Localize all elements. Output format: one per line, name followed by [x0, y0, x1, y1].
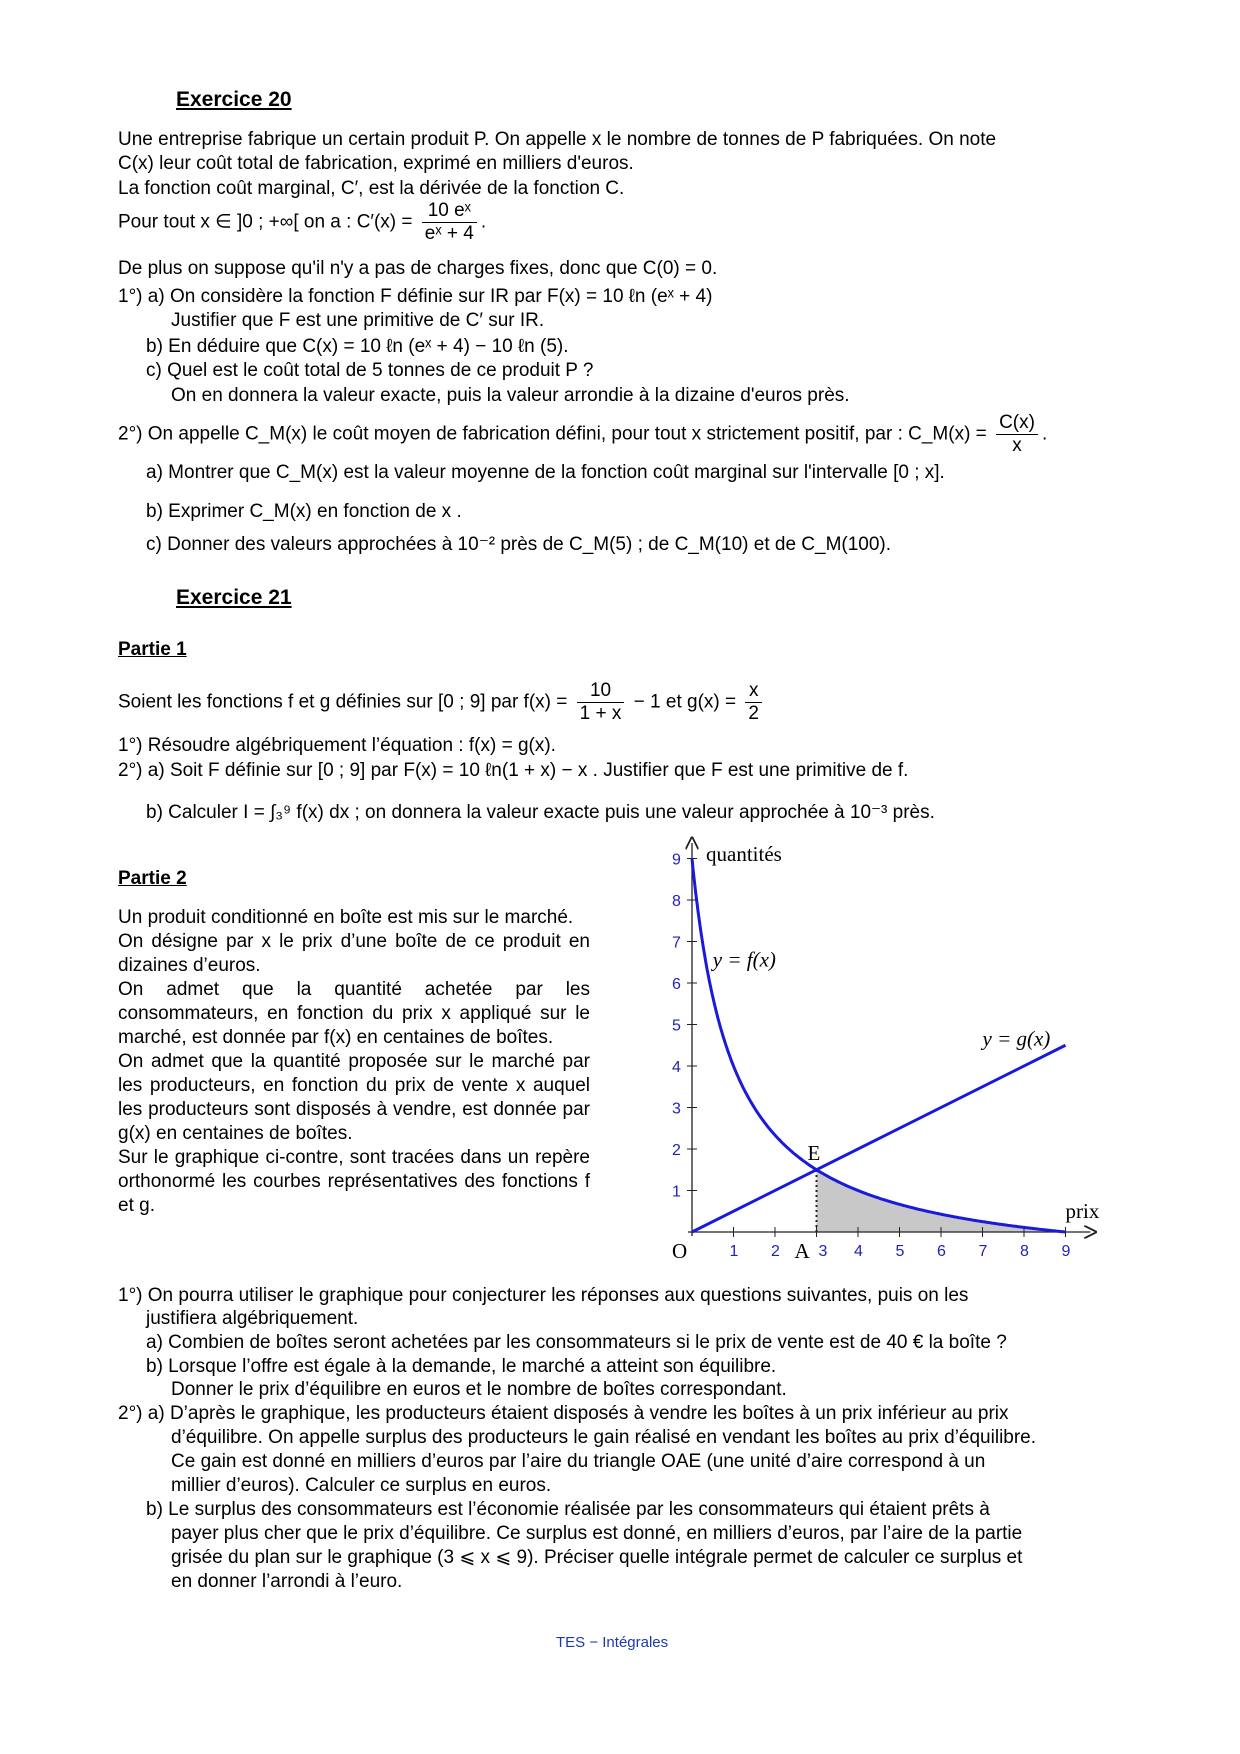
y-tick-label: 1 — [672, 1183, 681, 1201]
x-tick-label: 9 — [1061, 1243, 1071, 1260]
point-label-A: A — [794, 1239, 810, 1263]
x-tick-label: 3 — [818, 1243, 828, 1260]
p1-q1: 1°) Résoudre algébriquement l’équation : f(x) = g(x). — [118, 735, 556, 756]
y-tick-label: 6 — [672, 976, 681, 993]
ex21-soient-tail: − 1 et g(x) = — [633, 691, 737, 713]
ex20-q2: 2°) On appelle C_M(x) le coût moyen de fabrication défini, pour tout x strictement positif, par : C_M(x) = $\frac{C(x)}{x}$ . — [118, 412, 1048, 456]
ex20-intro-2: C(x) leur coût total de fabrication, exprimé en milliers d'euros. — [118, 153, 634, 174]
p2-q1a: a) Combien de boîtes seront achetées par les consommateurs si le prix de vente est de 40 € la boîte ? — [146, 1332, 1007, 1353]
p2-paragraph: Un produit conditionné en boîte est mis sur le marché. — [118, 907, 574, 928]
x-tick-label: 4 — [854, 1243, 863, 1260]
ex20-intro-1: Une entreprise fabrique un certain produit P. On appelle x le nombre de tonnes de P fabriquées. On note — [118, 129, 997, 150]
p2-q2a-line: 2°) a) D’après le graphique, les producteurs étaient disposés à vendre les boîtes à un prix inférieur au prix — [118, 1403, 1009, 1424]
ex20-intro-3: La fonction coût marginal, C′, est la dérivée de la fonction C. — [118, 178, 625, 199]
p2-paragraph: On désigne par x le prix d’une boîte de ce produit en dizaines d’euros. — [118, 931, 590, 976]
supply-demand-graph — [630, 835, 1130, 1275]
p2-q1b: b) Lorsque l’offre est égale à la demande, le marché a atteint son équilibre. — [146, 1356, 777, 1377]
ex20-q1b: b) En déduire que C(x) = 10 ℓn (eˣ + 4) − 10 ℓn (5). — [146, 336, 569, 357]
ex21-title: Exercice 21 — [176, 586, 292, 609]
y-tick-label: 4 — [672, 1059, 681, 1076]
ex20-q2-text: 2°) On appelle C_M(x) le coût moyen de fabrication défini, pour tout x strictement positif, par : C_M(x) = — [118, 423, 987, 445]
f-fraction — [577, 680, 625, 725]
series-label-f: y = f(x) — [712, 947, 776, 972]
p2-q2b-line: payer plus cher que le prix d’équilibre. Ce surplus est donné, en milliers d’euros, par l’aire de la partie — [171, 1523, 1023, 1544]
p2-paragraph: On admet que la quantité proposée sur le marché par les producteurs, en fonction du prix de vente x auquel les producteurs sont disposés à vendre, est donnée par g(x) en centaines de boîtes. — [118, 1051, 590, 1144]
x-tick-label: 2 — [771, 1243, 780, 1260]
ex20-cm-fraction — [996, 412, 1038, 457]
partie2-text — [118, 906, 590, 1218]
ex20-q2a: a) Montrer que C_M(x) est la valeur moyenne de la fonction coût marginal sur l'intervalle [0 ; x]. — [146, 462, 945, 483]
shaded-area — [817, 1170, 1066, 1232]
p2-q1-cont: justifiera algébriquement. — [146, 1308, 359, 1329]
x-axis-label: prix — [1065, 1199, 1100, 1223]
p2-q2a-line: Ce gain est donné en milliers d’euros par l’aire du triangle OAE (une unité d’aire correspond à un — [171, 1451, 986, 1472]
point-label-E: E — [807, 1140, 821, 1165]
footer: TES − Intégrales — [556, 1634, 669, 1651]
p2-q2a-line: d’équilibre. On appelle surplus des producteurs le gain réalisé en vendant les boîtes au prix d’équilibre. — [171, 1427, 1037, 1448]
ex20-q1a-2: Justifier que F est une primitive de C′ sur IR. — [171, 310, 545, 331]
y-tick-label: 8 — [672, 893, 681, 910]
y-tick-label: 7 — [672, 934, 681, 952]
x-tick-label: 1 — [729, 1243, 739, 1260]
ex20-q1a: 1°) a) On considère la fonction F définie sur IR par F(x) = 10 ℓn (eˣ + 4) — [118, 286, 713, 307]
ex20-title: Exercice 20 — [176, 88, 292, 111]
fraction-denominator: x — [1012, 435, 1022, 456]
p2-q1b-2: Donner le prix d’équilibre en euros et le nombre de boîtes correspondant. — [171, 1379, 787, 1400]
fraction-denominator: 2 — [748, 703, 759, 724]
y-tick-label: 9 — [672, 851, 681, 869]
x-tick-label: 6 — [937, 1243, 946, 1260]
ex20-cprime-fraction — [422, 200, 477, 245]
p2-paragraph: Sur le graphique ci-contre, sont tracées dans un repère orthonormé les courbes représentatives des fonctions f et g. — [118, 1147, 590, 1216]
ex21-soient-text: Soient les fonctions f et g définies sur [0 ; 9] par f(x) = — [118, 691, 568, 713]
fraction-numerator: x — [745, 680, 762, 703]
partie1-heading: Partie 1 — [118, 639, 187, 660]
y-tick-label: 2 — [672, 1142, 681, 1159]
partie2-heading: Partie 2 — [118, 868, 187, 889]
p1-q2a: 2°) a) Soit F définie sur [0 ; 9] par F(x) = 10 ℓn(1 + x) − x . Justifier que F est une primitive de f. — [118, 760, 909, 781]
p2-paragraph: On admet que la quantité achetée par les consommateurs, en fonction du prix x appliqué sur le marché, est donnée par f(x) en centaines de boîtes. — [118, 979, 590, 1048]
ex20-pourtout-text: Pour tout x ∈ ]0 ; +∞[ on a : C′(x) = — [118, 211, 413, 233]
p2-q2b-line: grisée du plan sur le graphique (3 ⩽ x ⩽ 9). Préciser quelle intégrale permet de calculer ce surplus et — [171, 1547, 1023, 1568]
series-label-g: y = g(x) — [982, 1026, 1051, 1051]
y-tick-label: 5 — [672, 1017, 681, 1035]
fraction-numerator: C(x) — [996, 412, 1038, 435]
p2-q2b-line: b) Le surplus des consommateurs est l’économie réalisée par les consommateurs qui étaient prêts à — [146, 1499, 990, 1520]
p2-q2b-line: en donner l’arrondi à l’euro. — [171, 1571, 403, 1592]
p2-q1: 1°) On pourra utiliser le graphique pour conjecturer les réponses aux questions suivantes, puis on les — [118, 1285, 969, 1306]
x-tick-label: 8 — [1020, 1243, 1029, 1260]
p1-q2b: b) Calculer I = ∫₃⁹ f(x) dx ; on donnera la valeur exacte puis une valeur approchée à 10⁻³ près. — [146, 802, 935, 823]
ex20-pourtout: Pour tout x ∈ ]0 ; +∞[ on a : C′(x) = $\frac{\text{10 eˣ}}{\text{eˣ + 4}}$ . — [118, 200, 487, 244]
fraction-denominator: 1 + x — [579, 703, 622, 724]
x-tick-label: 5 — [895, 1243, 905, 1260]
y-tick-label: 3 — [672, 1100, 681, 1118]
g-fraction — [745, 680, 762, 725]
p2-q2a-line: millier d’euros). Calculer ce surplus en euros. — [171, 1475, 552, 1496]
x-tick-label: 7 — [978, 1243, 988, 1260]
fraction-denominator: eˣ + 4 — [424, 223, 474, 244]
fraction-numerator: 10 — [577, 680, 625, 703]
ex20-q1c-2: On en donnera la valeur exacte, puis la valeur arrondie à la dizaine d'euros près. — [171, 385, 850, 406]
ex20-deplus: De plus on suppose qu'il n'y a pas de charges fixes, donc que C(0) = 0. — [118, 258, 718, 279]
ex20-q2c: c) Donner des valeurs approchées à 10⁻² près de C_M(5) ; de C_M(10) et de C_M(100). — [146, 534, 892, 555]
ex20-q1c: c) Quel est le coût total de 5 tonnes de ce produit P ? — [146, 360, 594, 381]
point-label-O: O — [672, 1239, 688, 1263]
y-axis-label: quantités — [706, 842, 782, 866]
ex20-q2b: b) Exprimer C_M(x) en fonction de x . — [146, 501, 462, 522]
fraction-numerator: 10 eˣ — [422, 200, 477, 223]
ex21-soient — [118, 680, 766, 725]
